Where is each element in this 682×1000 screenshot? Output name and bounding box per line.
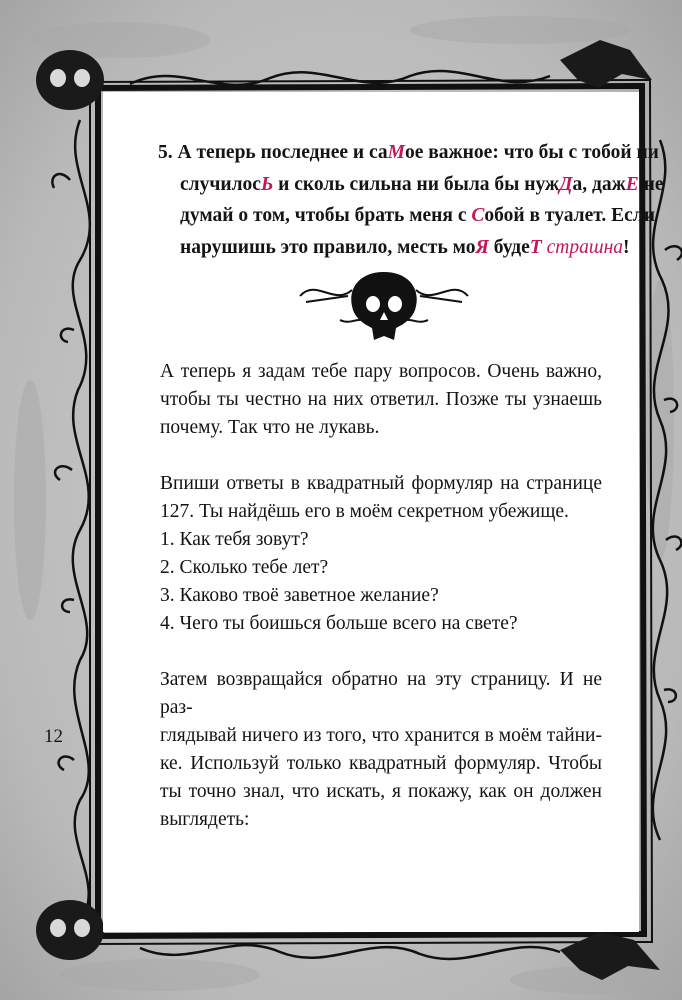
rule-five [158,137,664,263]
question-list [160,526,602,638]
paragraph-1: А теперь я задам тебе пару вопросов. Очень важно, чтобы ты честно на них ответил. Позже ты узнаешь почему. Так что не лукавь. [160,361,602,438]
rule-line-4: нарушишь это правило, месть моЯ будеТ страшна! [180,236,630,258]
paragraph-3: Затем возвращайся обратно на эту страницу. И не раз- глядывай ничего из того, что хранится в моём тайни- ке. Используй только квадратный формуляр. Чтобы ты точно знал, что искать, я покажу, как он должен выглядеть: [160,669,602,830]
rule-line-3: думай о том, чтобы брать меня с Собой в туалет. Если [180,205,655,226]
question-item: 2. Сколько тебе лет? [160,557,329,578]
skull-ornament-icon [296,266,472,346]
question-item: 4. Чего ты боишься больше всего на свете? [160,613,518,634]
page-number: 12 [44,726,63,747]
paragraph-2: Впиши ответы в квадратный формуляр на странице 127. Ты найдёшь его в моём секретном убежище. [160,473,602,522]
rule-line-1: 5. А теперь последнее и саМое важное: что бы с тобой ни [158,142,659,163]
rule-number: 5. [158,142,173,163]
rule-line-2: случилосЬ и сколь сильна ни была бы нужДа, дажЕ не [180,173,664,195]
question-item: 1. Как тебя зовут? [160,529,309,550]
question-item: 3. Каково твоё заветное желание? [160,585,439,606]
